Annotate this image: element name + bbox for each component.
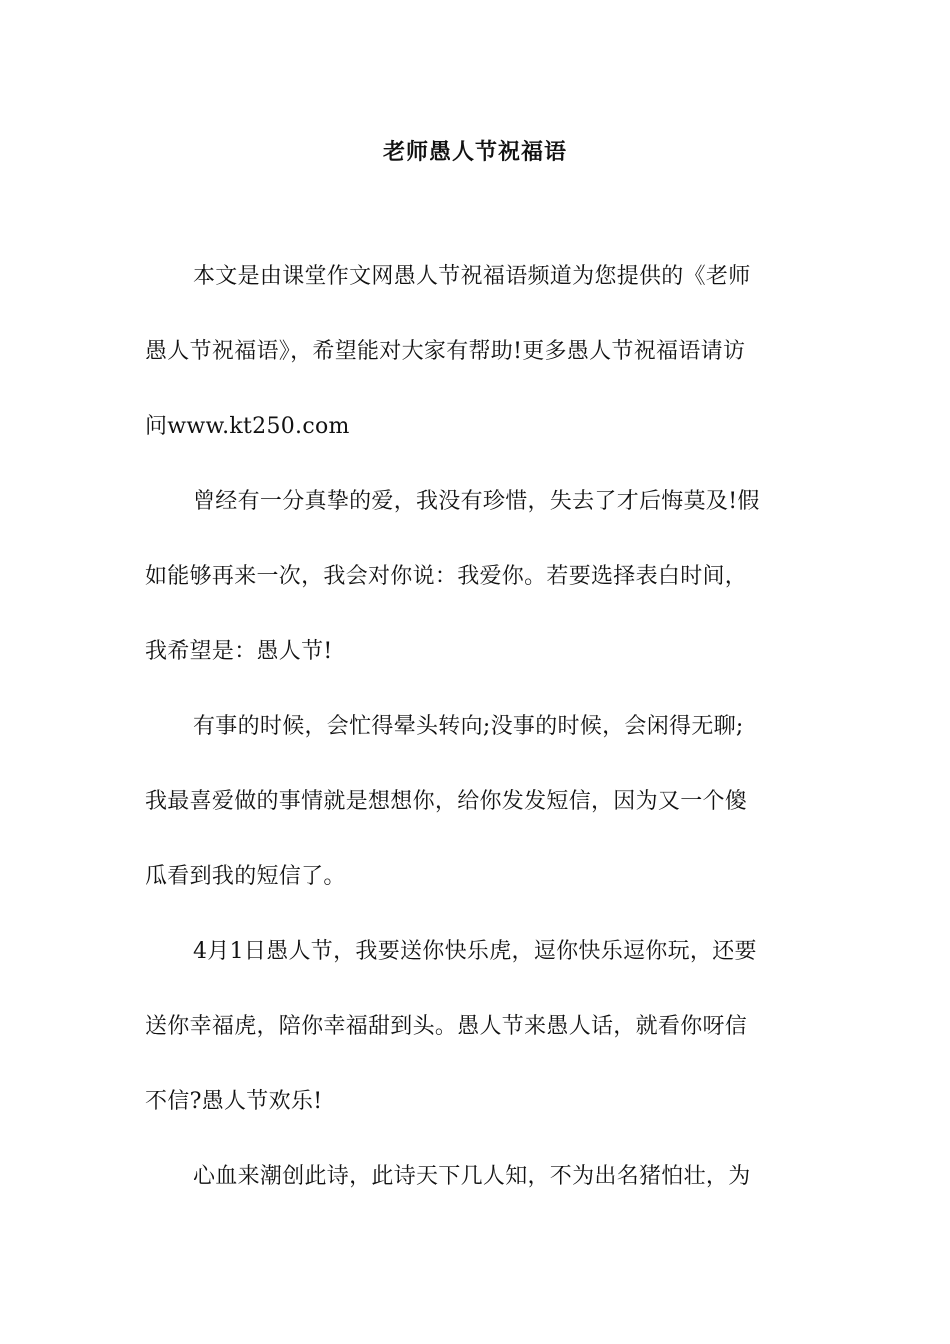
paragraph-line: 4月1日愚人节，我要送你快乐虎，逗你快乐逗你玩，还要 <box>193 939 757 964</box>
paragraph-line-with-link: 问www.kt250.com <box>145 414 350 439</box>
document-body <box>145 258 805 1233</box>
paragraph-blessing-3 <box>145 933 805 1158</box>
paragraph-line: 愚人节祝福语》，希望能对大家有帮助!更多愚人节祝福语请访 <box>145 339 746 364</box>
paragraph-blessing-1 <box>145 483 805 708</box>
paragraph-line: 曾经有一分真挚的爱，我没有珍惜，失去了才后悔莫及!假 <box>193 489 760 514</box>
paragraph-line: 心血来潮创此诗，此诗天下几人知，不为出名猪怕壮，为 <box>193 1164 751 1189</box>
paragraph-line: 如能够再来一次，我会对你说：我爱你。若要选择表白时间， <box>145 564 748 589</box>
document-title: 老师愚人节祝福语 <box>382 139 567 165</box>
paragraph-line: 有事的时候，会忙得晕头转向;没事的时候，会闲得无聊; <box>193 714 744 739</box>
paragraph-line: 我希望是：愚人节! <box>145 639 333 664</box>
paragraph-intro <box>145 258 805 483</box>
paragraph-blessing-2 <box>145 708 805 933</box>
paragraph-blessing-4 <box>145 1158 805 1233</box>
paragraph-line: 瓜看到我的短信了。 <box>145 864 346 889</box>
paragraph-line: 送你幸福虎，陪你幸福甜到头。愚人节来愚人话，就看你呀信 <box>145 1014 748 1039</box>
paragraph-line: 不信?愚人节欢乐! <box>145 1089 323 1114</box>
paragraph-line: 本文是由课堂作文网愚人节祝福语频道为您提供的《老师 <box>193 264 751 289</box>
paragraph-line: 我最喜爱做的事情就是想想你，给你发发短信，因为又一个傻 <box>145 789 748 814</box>
